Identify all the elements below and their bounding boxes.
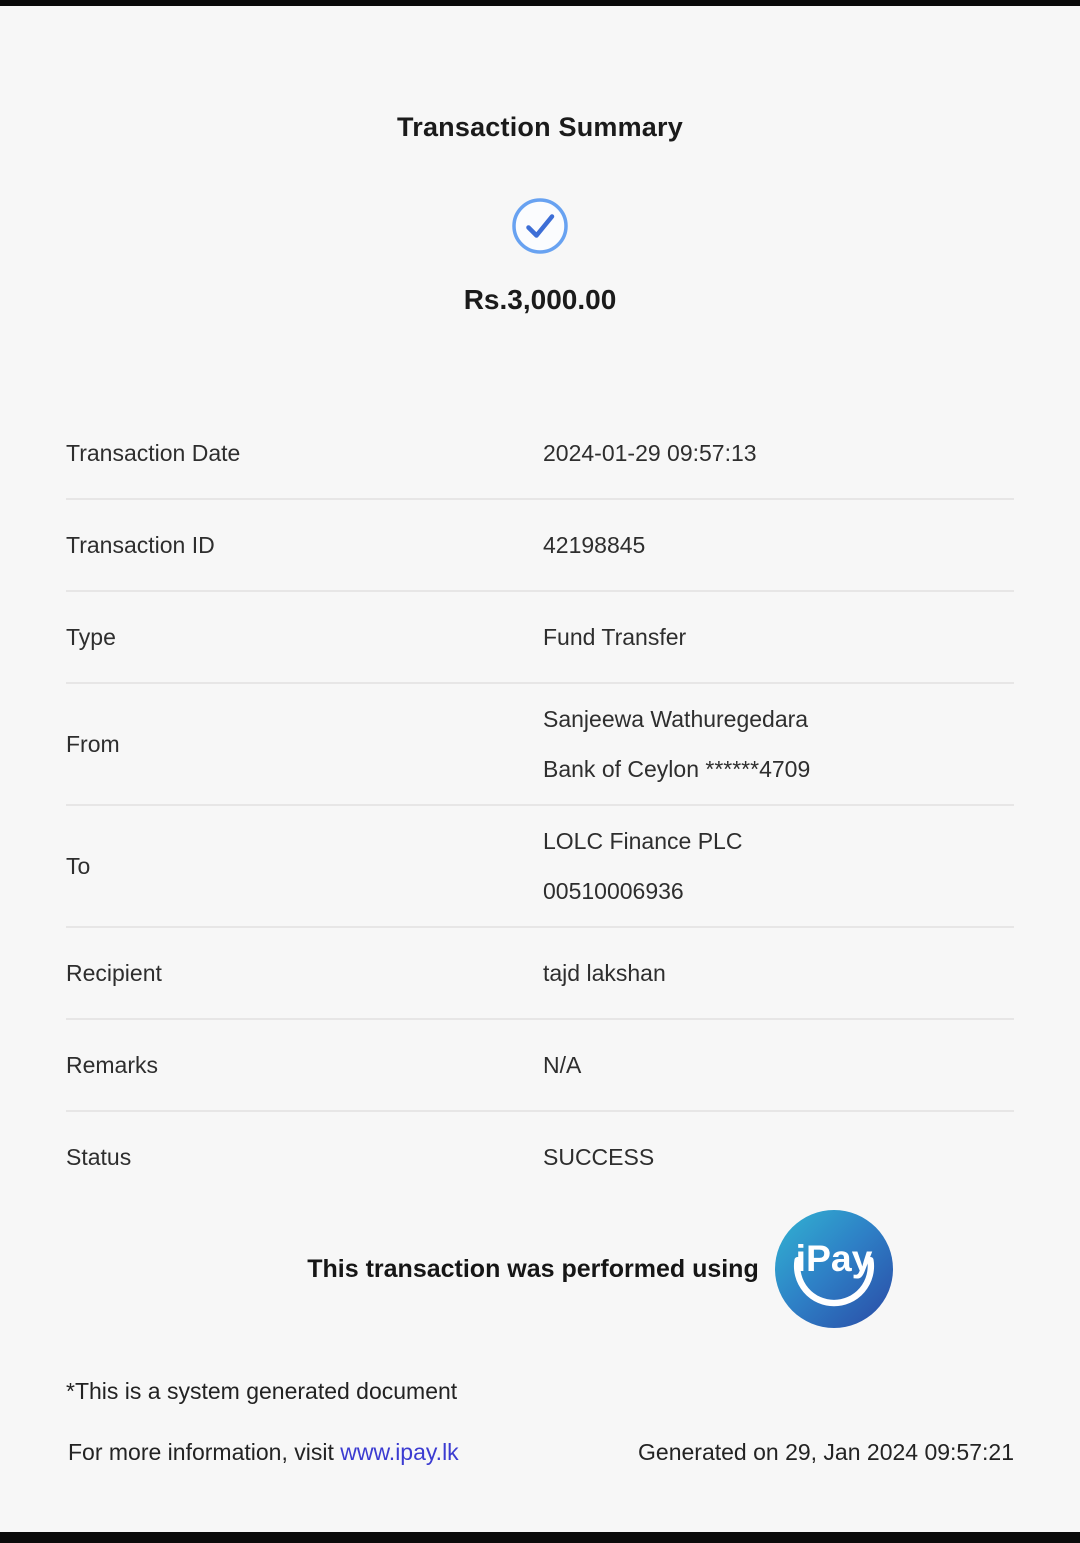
row-value-line: SUCCESS: [543, 1144, 655, 1170]
success-check-circle-icon: [511, 197, 569, 260]
row-value: [543, 1144, 1014, 1170]
row-label: Status: [66, 1144, 132, 1170]
row-value-line: N/A: [543, 1052, 582, 1078]
transaction-amount: Rs.3,000.00: [463, 284, 617, 315]
ipay-logo-icon: [775, 1210, 893, 1328]
row-value: [543, 532, 1014, 558]
table-row: [66, 1112, 1014, 1202]
ipay-logo-text: iPay: [795, 1236, 873, 1279]
footer-row: [68, 1439, 1014, 1466]
ipay-website-link[interactable]: www.ipay.lk: [340, 1439, 459, 1465]
transaction-detail-table: [66, 408, 1014, 1202]
row-label: From: [66, 731, 120, 757]
row-value: [543, 1052, 1014, 1078]
row-label: Recipient: [66, 960, 162, 986]
row-label: To: [66, 853, 91, 879]
row-value-line: 00510006936: [543, 878, 684, 904]
table-row: [66, 806, 1014, 928]
row-label: Transaction Date: [66, 440, 241, 466]
performed-using-row: [60, 1208, 1080, 1330]
table-row: [66, 592, 1014, 684]
row-value-line: Sanjeewa Wathuregedara: [543, 706, 809, 732]
page-title: Transaction Summary: [397, 112, 683, 142]
table-row: [66, 500, 1014, 592]
row-value: [543, 960, 1014, 986]
bottom-black-bar: [0, 1532, 1080, 1543]
system-generated-note: *This is a system generated document: [66, 1378, 458, 1404]
table-row: [66, 1020, 1014, 1112]
row-value-line: Fund Transfer: [543, 624, 687, 650]
row-value: [543, 816, 1014, 916]
row-label: Remarks: [66, 1052, 159, 1078]
row-label: Type: [66, 624, 116, 650]
row-value-line: tajd lakshan: [543, 960, 666, 986]
performed-using-text: This transaction was performed using: [307, 1254, 759, 1283]
row-value-line: 42198845: [543, 532, 646, 558]
row-label: Transaction ID: [66, 532, 215, 558]
row-value-line: 2024-01-29 09:57:13: [543, 440, 757, 466]
top-black-bar: [0, 0, 1080, 6]
row-value-line: LOLC Finance PLC: [543, 828, 743, 854]
table-row: [66, 684, 1014, 806]
footer-info-text: For more information, visit: [68, 1439, 341, 1465]
row-value-line: Bank of Ceylon ******4709: [543, 756, 811, 782]
footer-info: [68, 1439, 459, 1466]
table-row: [66, 408, 1014, 500]
row-value: [543, 624, 1014, 650]
generated-timestamp: Generated on 29, Jan 2024 09:57:21: [638, 1439, 1014, 1465]
row-value: [543, 694, 1014, 794]
row-value: [543, 440, 1014, 466]
table-row: [66, 928, 1014, 1020]
